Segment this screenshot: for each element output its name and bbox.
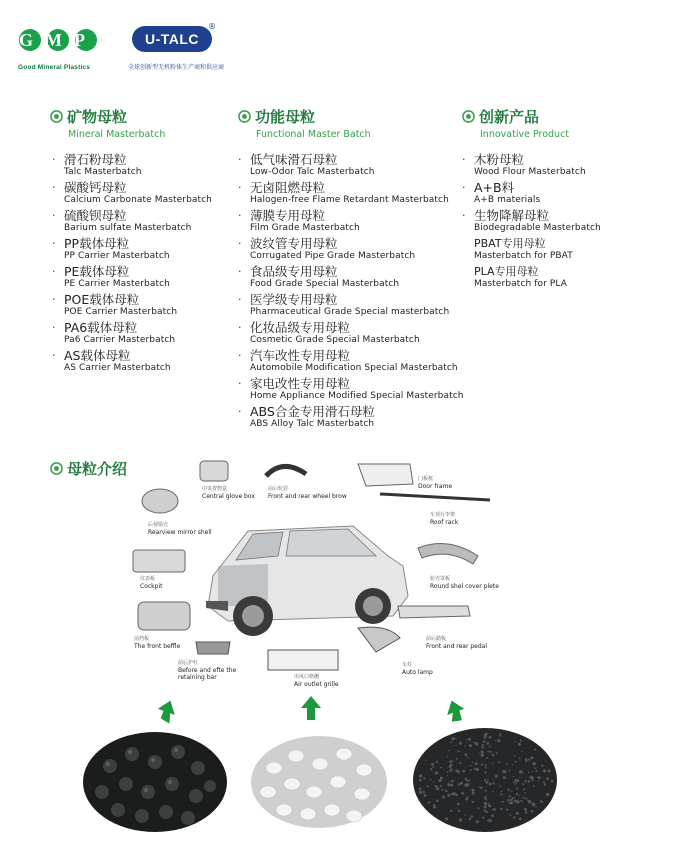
rear-pedal-part	[398, 606, 470, 618]
label-front-baffle: 前挡板 The front beffle	[134, 636, 181, 650]
section-title: 矿物母粒	[67, 108, 128, 126]
item-zh: PP载体母粒	[64, 236, 130, 251]
list-item: · 硫酸钡母粒 Barium sulfate Masterbatch	[50, 208, 212, 234]
item-zh: 生物降解母粒	[474, 208, 550, 223]
black-pellets-image	[80, 726, 230, 834]
wheel-brow-part	[266, 466, 306, 476]
label-shell-cover: 轮壳罩板 Round shel cover plete	[430, 576, 499, 590]
section-title: 功能母粒	[255, 108, 316, 126]
item-en: Low-Odor Talc Masterbatch	[250, 167, 375, 177]
item-en: AS Carrier Masterbatch	[64, 363, 171, 373]
item-en: Wood Flour Masterbatch	[474, 167, 586, 177]
item-zh: PA6载体母粒	[64, 320, 138, 335]
target-circle-icon	[50, 462, 63, 475]
item-en: Home Appliance Modified Special Masterbatch	[250, 391, 464, 401]
item-en: PE Carrier Masterbatch	[64, 279, 170, 289]
up-arrow-icon	[156, 696, 178, 724]
list-item: · 无卤阻燃母粒 Halogen-free Flame Retardant Masterbatch	[236, 180, 464, 206]
front-baffle-part	[138, 602, 190, 630]
label-rear-pedal: 前后踏板 Front and rear pedal	[426, 636, 488, 650]
label-retaining-bar: 前后护杠 Before and efte the retaining bar	[178, 660, 237, 681]
grille-part	[268, 650, 338, 670]
list-item	[460, 236, 601, 262]
mineral-list	[50, 152, 212, 376]
item-en: A+B materials	[474, 195, 541, 205]
item-zh: 硫酸钡母粒	[64, 208, 127, 223]
item-en: Masterbatch for PBAT	[474, 251, 573, 261]
list-item: · 生物降解母粒 Biodegradable Masterbatch	[462, 208, 601, 233]
section-subtitle: Mineral Masterbatch	[68, 129, 166, 140]
list-item: · 化妆品级专用母粒 Cosmetic Grade Special Masterbatch	[236, 320, 464, 346]
item-zh: 无卤阻燃母粒	[250, 180, 326, 195]
item-en: Corrugated Pipe Grade Masterbatch	[250, 251, 416, 261]
gmp-tagline: Good Mineral Plastics	[18, 64, 91, 71]
mirror-part	[142, 489, 178, 513]
list-item: · 低气味滑石母粒 Low-Odor Talc Masterbatch	[236, 152, 464, 178]
item-zh: 薄膜专用母粒	[250, 208, 326, 223]
item-zh: 医学级专用母粒	[250, 292, 338, 307]
item-en: Cosmetic Grade Special Masterbatch	[250, 335, 420, 345]
item-zh: PE载体母粒	[64, 264, 130, 279]
item-en: Masterbatch for PLA	[474, 279, 567, 289]
label-wheel-brow: 前后轮眉 Front and rear wheel brow	[268, 486, 347, 500]
lamp-part	[358, 627, 400, 652]
list-item: · 滑石粉母粒 Talc Masterbatch	[50, 152, 212, 178]
item-zh: 食品级专用母粒	[250, 264, 338, 279]
utalc-logo-text: U-TALC	[132, 26, 212, 52]
innovative-list	[460, 152, 601, 292]
item-zh: 家电改性专用母粒	[250, 376, 351, 391]
functional-list	[236, 152, 464, 432]
item-zh: 木粉母粒	[474, 152, 525, 167]
item-zh: 波纹管专用母粒	[250, 236, 338, 251]
target-circle-icon	[462, 110, 475, 123]
gmp-logo	[18, 22, 104, 74]
label-door-frame: 门板框 Door frame	[418, 476, 453, 490]
utalc-logo	[128, 22, 248, 78]
item-en: Food Grade Special Masterbatch	[250, 279, 400, 289]
section-masterbatch-intro	[50, 458, 127, 479]
glove-box-part	[200, 461, 228, 481]
gmp-logo-mark	[18, 22, 98, 58]
list-item: · ABS合金专用滑石母粒 ABS Alloy Talc Masterbatch	[236, 404, 464, 430]
shell-cover-part	[418, 544, 478, 565]
item-en: ABS Alloy Talc Masterbatch	[250, 419, 375, 429]
section-mineral-masterbatch	[50, 106, 165, 140]
label-roof-rack: 车顶行李架 Roof rack	[430, 512, 459, 526]
item-en: PP Carrier Masterbatch	[64, 251, 170, 261]
section-title: 创新产品	[479, 108, 540, 126]
item-en: Calcium Carbonate Masterbatch	[64, 195, 212, 205]
cockpit-part	[133, 550, 185, 572]
retaining-bar-part	[196, 642, 230, 654]
label-mirror: 后视镜壳 Rearview mirror shell	[148, 522, 212, 536]
roof-rack-part	[380, 494, 490, 500]
registered-mark: ®	[208, 22, 216, 31]
section-subtitle: Functional Master Batch	[256, 129, 371, 140]
door-frame-part	[358, 464, 413, 486]
car-parts-diagram	[118, 456, 498, 696]
item-zh: 汽车改性专用母粒	[250, 348, 351, 363]
label-grille: 出风口格栅 Air outlet grille	[294, 674, 339, 688]
list-item: · 波纹管专用母粒 Corrugated Pipe Grade Masterbatch	[236, 236, 464, 262]
item-zh: 低气味滑石母粒	[250, 152, 338, 167]
list-item: · 医学级专用母粒 Pharmaceutical Grade Special masterbatch	[236, 292, 464, 318]
list-item: · PP载体母粒 PP Carrier Masterbatch	[50, 236, 212, 262]
list-item: · A+B料 A+B materials	[460, 180, 601, 206]
list-item: · 薄膜专用母粒 Film Grade Masterbatch	[236, 208, 464, 234]
item-zh: PBAT专用母粒	[474, 237, 546, 250]
item-en: Pharmaceutical Grade Special masterbatch	[250, 307, 450, 317]
item-zh: 碳酸钙母粒	[64, 180, 127, 195]
section-functional-masterbatch	[238, 106, 371, 140]
item-en: Biodegradable Masterbatch	[474, 223, 601, 233]
gmp-logo-text: GMP	[19, 30, 97, 50]
list-item: · 木粉母粒 Wood Flour Masterbatch	[460, 152, 601, 178]
dark-granules-image	[410, 724, 560, 834]
list-item: · PA6载体母粒 Pa6 Carrier Masterbatch	[50, 320, 212, 346]
up-arrow-icon	[444, 696, 466, 724]
item-zh: POE载体母粒	[64, 292, 140, 307]
item-en: POE Carrier Masterbatch	[64, 307, 178, 317]
item-zh: AS载体母粒	[64, 348, 131, 363]
up-arrow-icon	[300, 694, 322, 722]
target-circle-icon	[238, 110, 251, 123]
item-zh: A+B料	[474, 180, 515, 195]
item-zh: ABS合金专用滑石母粒	[250, 404, 375, 419]
label-glove-box: 中央置物盒 Central glove box	[202, 486, 255, 500]
list-item: · 食品级专用母粒 Food Grade Special Masterbatch	[236, 264, 464, 290]
section-title: 母粒介绍	[67, 460, 128, 478]
item-en: Automobile Modification Special Masterbatch	[250, 363, 458, 373]
item-en: Halogen-free Flame Retardant Masterbatch	[250, 195, 449, 205]
list-item	[460, 264, 601, 290]
list-item: · 汽车改性专用母粒 Automobile Modification Special Masterbatch	[236, 348, 464, 374]
list-item: · AS载体母粒 AS Carrier Masterbatch	[50, 348, 212, 374]
list-item: · 家电改性专用母粒 Home Appliance Modified Special Masterbatch	[238, 376, 464, 401]
section-subtitle: Innovative Product	[480, 129, 570, 140]
target-circle-icon	[50, 110, 63, 123]
item-zh: PLA专用母粒	[474, 265, 539, 278]
utalc-tagline: 全球创新型无机粉体生产商和供应商	[128, 64, 225, 71]
list-item: · 碳酸钙母粒 Calcium Carbonate Masterbatch	[52, 180, 212, 205]
section-innovative-product	[462, 106, 569, 140]
list-item: · POE载体母粒 POE Carrier Masterbatch	[50, 292, 212, 318]
list-item: · PE载体母粒 PE Carrier Masterbatch	[50, 264, 212, 290]
item-zh: 滑石粉母粒	[64, 152, 127, 167]
label-cockpit: 仪表板 Cockpit	[140, 576, 163, 590]
car-image	[206, 526, 408, 636]
label-lamp: 车灯 Auto lamp	[402, 662, 433, 676]
item-en: Film Grade Masterbatch	[250, 223, 360, 233]
item-zh: 化妆品级专用母粒	[250, 320, 351, 335]
white-pellets-image	[248, 730, 390, 830]
item-en: Talc Masterbatch	[64, 167, 142, 177]
item-en: Barium sulfate Masterbatch	[64, 223, 192, 233]
item-en: Pa6 Carrier Masterbatch	[64, 335, 176, 345]
